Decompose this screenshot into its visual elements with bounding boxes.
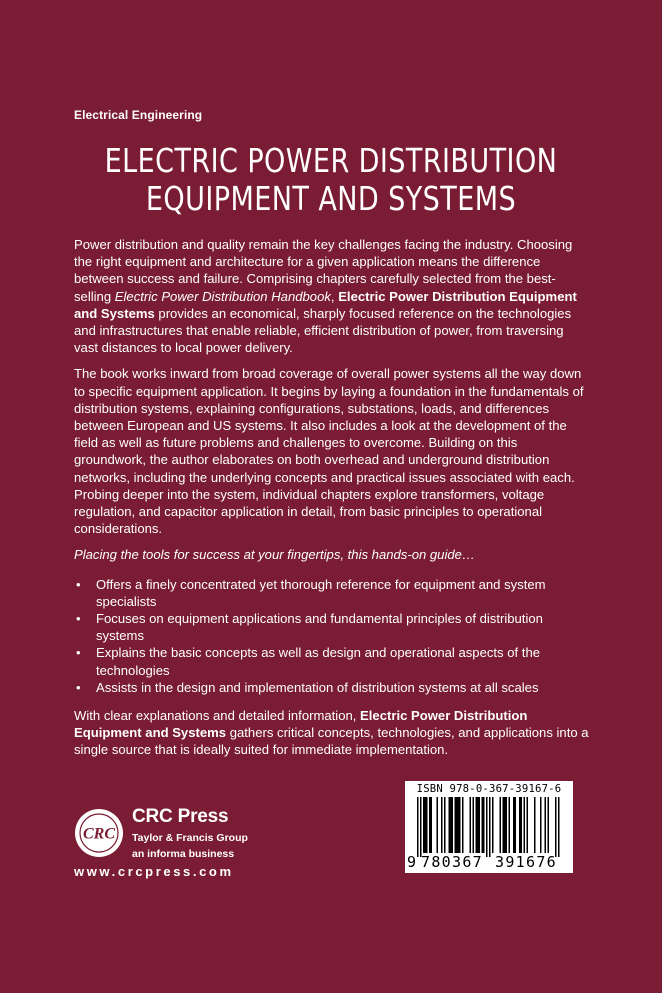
description-paragraph-1 <box>74 236 590 356</box>
barcode-bar <box>449 797 451 853</box>
barcode-bar <box>482 797 484 853</box>
p1-text-c: provides an economical, sharply focused reference on the technologies and infrastructures that enable reliable, efficient distribution of power, from traversing vast distances to local power delivery. <box>74 305 572 356</box>
barcode-bar <box>429 797 431 853</box>
book-title <box>60 142 603 218</box>
p1-handbook-title: Electric Power Distribution Handbook <box>114 288 331 304</box>
barcode-bar <box>500 797 502 853</box>
barcode-bar <box>425 797 427 853</box>
isbn-label: ISBN 978-0-367-39167-6 <box>416 783 562 795</box>
barcode-bar <box>548 797 550 853</box>
barcode-bar <box>462 797 464 853</box>
tagline: Placing the tools for success at your fingertips, this hands-on guide… <box>74 547 476 563</box>
description-paragraph-3 <box>74 707 590 759</box>
barcode-right-digits: 391676 <box>495 853 557 871</box>
p1-text-a: Power distribution and quality remain the key challenges facing the industry. Choosing the right equipment and architecture for a given application means the difference between success and failure. Comprising chapters carefully selected from the best-selling <box>74 237 573 304</box>
p3-text-a: With clear explanations and detailed information, <box>74 708 361 724</box>
barcode-bar <box>519 797 521 853</box>
barcode-bar <box>506 797 508 853</box>
barcode-bar <box>527 797 529 853</box>
barcode-bar <box>456 797 458 853</box>
barcode-bar <box>444 797 446 853</box>
isbn-barcode <box>405 781 573 873</box>
barcode-bar <box>534 797 536 853</box>
barcode-bar <box>483 797 485 853</box>
publisher-url[interactable]: www.crcpress.com <box>74 864 234 879</box>
barcode-lead-digit: 9 <box>407 853 417 871</box>
p1-book-title: Electric Power Distribution Equipment and Systems <box>74 288 577 321</box>
feature-list-item: • Focuses on equipment applications and fundamental principles of distribution systems <box>74 610 590 644</box>
barcode-bar <box>437 797 439 853</box>
barcode-bar <box>513 797 515 853</box>
barcode-bar <box>524 797 526 853</box>
barcode-bar <box>521 797 523 853</box>
barcode-bar <box>441 797 443 853</box>
title-line-1: ELECTRIC POWER DISTRIBUTION <box>104 141 558 180</box>
barcode-bar <box>473 797 475 853</box>
barcode-bar <box>470 797 472 853</box>
crc-press-logo-icon <box>74 808 124 858</box>
publisher-group: Taylor & Francis Group <box>132 832 248 844</box>
barcode-bar <box>450 797 452 853</box>
publisher-name: CRC Press <box>132 806 229 827</box>
barcode-bar <box>558 797 560 857</box>
barcode-bar <box>540 797 542 853</box>
barcode-bar <box>503 797 505 853</box>
publisher-block <box>74 804 254 884</box>
p3-book-title: Electric Power Distribution Equipment and Systems <box>74 708 528 741</box>
barcode-bar <box>431 797 433 853</box>
barcode-bar <box>458 797 460 853</box>
barcode-bar <box>459 797 461 853</box>
barcode-bar <box>555 797 557 857</box>
barcode-bar <box>479 797 481 853</box>
barcode-bar <box>492 797 494 853</box>
barcode-bar <box>420 797 422 857</box>
barcode-bar <box>489 797 491 857</box>
title-line-2: EQUIPMENT AND SYSTEMS <box>145 179 517 218</box>
barcode-bar <box>509 797 511 853</box>
back-cover-description <box>74 236 590 768</box>
barcode-bar <box>417 797 419 857</box>
feature-list <box>74 576 590 696</box>
feature-list-item: • Offers a finely concentrated yet thorough reference for equipment and system specialists <box>74 576 590 610</box>
crc-logo-text: CRC <box>82 825 116 843</box>
p1-text-b: , <box>330 288 339 304</box>
barcode-bars <box>405 797 573 857</box>
barcode-digits <box>405 853 573 871</box>
p3-text-b: gathers critical concepts, technologies, and applications into a single source that is ideally suited for immediate implementation. <box>74 725 589 758</box>
feature-list-item: • Explains the basic concepts as well as design and operational aspects of the technologies <box>74 644 590 678</box>
description-paragraph-2: The book works inward from broad coverage of overall power systems all the way down to specific equipment application. It begins by laying a foundation in the fundamentals of distribution systems, explaining configurations, substations, loads, and differences between European and US systems. It also includes a look at the development of the field as well as future problems and challenges to overcome. Building on this groundwork, the author elaborates on both overhead and underground distribution networks, including the underlying concepts and practical issues associated with each. Probing deeper into the system, individual chapters explore transformers, voltage regulation, and capacitor application in detail, from basic principles to operational considerations. <box>74 366 584 537</box>
barcode-bar <box>426 797 428 853</box>
feature-list-item: • Assists in the design and implementation of distribution systems at all scales <box>74 679 590 696</box>
barcode-bar <box>545 797 547 853</box>
barcode-bar <box>455 797 457 853</box>
barcode-bar <box>486 797 488 857</box>
category-label: Electrical Engineering <box>74 108 203 122</box>
publisher-informa: an informa business <box>132 848 235 860</box>
barcode-bar <box>476 797 478 853</box>
barcode-bar <box>504 797 506 853</box>
barcode-bar <box>477 797 479 853</box>
barcode-bar <box>452 797 454 853</box>
barcode-bar <box>515 797 517 853</box>
barcode-left-digits: 780367 <box>421 853 483 871</box>
barcode-bar <box>423 797 425 853</box>
